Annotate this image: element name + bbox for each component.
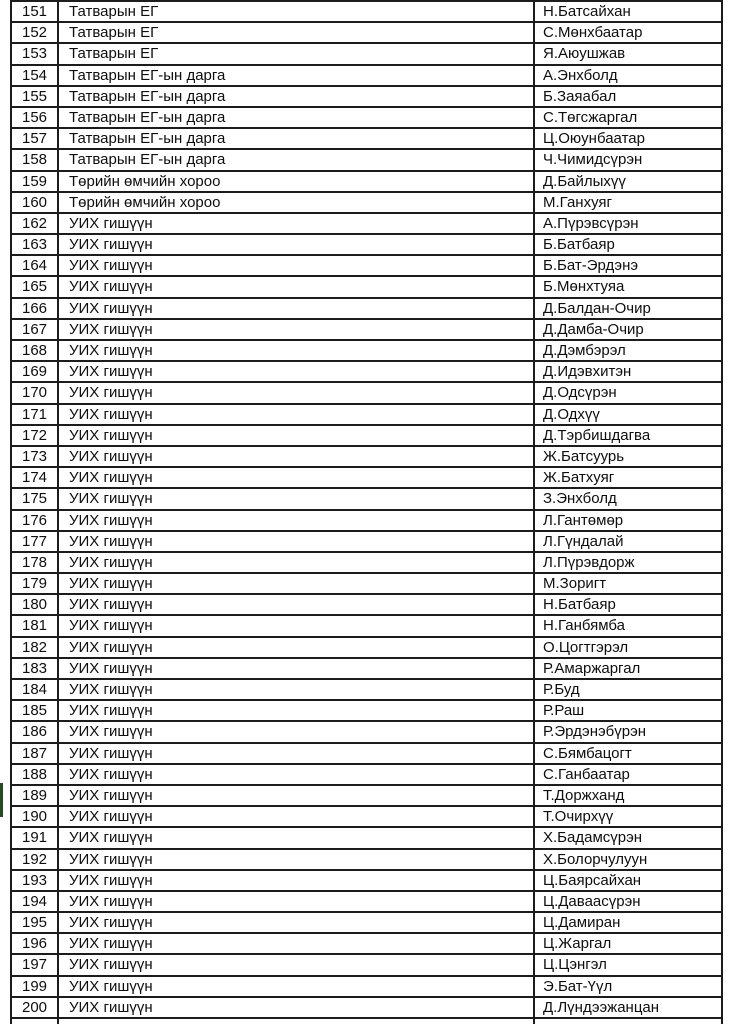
row-number: 194 <box>12 892 59 911</box>
row-number: 189 <box>12 786 59 805</box>
row-position: УИХ гишүүн <box>59 786 535 805</box>
row-name: Х.Бадамсүрэн <box>543 829 643 847</box>
row-name: З.Энхболд <box>543 490 617 508</box>
row-name: Н.Батбаяр <box>543 596 616 614</box>
row-number: 180 <box>12 595 59 614</box>
row-position: УИХ гишүүн <box>59 616 535 635</box>
row-name: Ч.Чимидсүрэн <box>543 151 643 169</box>
row-number: 187 <box>12 744 59 763</box>
row-name: Ц.Баярсайхан <box>543 871 642 889</box>
row-position: УИХ гишүүн <box>59 468 535 487</box>
row-position-cell <box>59 1019 535 1024</box>
row-position: УИХ гишүүн <box>59 447 535 466</box>
table-row <box>12 998 721 1019</box>
row-number: 166 <box>12 299 59 318</box>
row-name: Ц.Цэнгэл <box>543 956 607 974</box>
row-name-cell <box>535 1019 721 1024</box>
left-edge-marker <box>0 783 3 817</box>
row-position: УИХ гишүүн <box>59 807 535 826</box>
row-number: 181 <box>12 616 59 635</box>
row-number: 156 <box>12 108 59 127</box>
row-number: 151 <box>12 2 59 21</box>
row-name: Ц.Жаргал <box>543 935 612 953</box>
row-position: УИХ гишүүн <box>59 680 535 699</box>
row-name: Т.Доржханд <box>543 786 625 804</box>
table-row <box>12 553 721 574</box>
table-row <box>12 383 721 404</box>
row-name: Л.Пүрэвдорж <box>543 553 635 571</box>
row-name: Ц.Дамиран <box>543 914 621 932</box>
row-position: Татварын ЕГ <box>59 23 535 42</box>
table-row <box>12 23 721 44</box>
row-position: УИХ гишүүн <box>59 405 535 424</box>
row-number: 175 <box>12 489 59 508</box>
row-name: Н.Ганбямба <box>543 617 626 635</box>
row-number: 160 <box>12 193 59 212</box>
row-name: Р.Буд <box>543 681 580 698</box>
table-row <box>12 616 721 637</box>
table-row <box>12 786 721 807</box>
row-name: Б.Мөнхтуяа <box>543 278 625 296</box>
row-number: 179 <box>12 574 59 593</box>
row-name: А.Пүрэвсүрэн <box>543 214 639 232</box>
row-number: 200 <box>12 998 59 1017</box>
row-position: УИХ гишүүн <box>59 299 535 318</box>
row-number: 158 <box>12 150 59 169</box>
table-row-partial-bottom <box>12 1019 721 1024</box>
table-row <box>12 193 721 214</box>
row-number: 172 <box>12 426 59 445</box>
row-number: 171 <box>12 405 59 424</box>
row-name: С.Мөнхбаатар <box>543 24 643 42</box>
table-row <box>12 744 721 765</box>
row-number: 176 <box>12 511 59 530</box>
row-name: Р.Раш <box>543 702 585 720</box>
row-number: 183 <box>12 659 59 678</box>
row-number: 159 <box>12 172 59 191</box>
table-row <box>12 595 721 616</box>
table-row <box>12 299 721 320</box>
row-position: УИХ гишүүн <box>59 383 535 402</box>
table-row <box>12 574 721 595</box>
row-number: 199 <box>12 977 59 996</box>
row-name: М.Зоригт <box>543 575 607 593</box>
row-name: С.Бямбацогт <box>543 744 632 762</box>
table-row <box>12 659 721 680</box>
row-position: Татварын ЕГ-ын дарга <box>59 129 535 148</box>
row-position: Төрийн өмчийн хороо <box>59 172 535 191</box>
table-row <box>12 701 721 722</box>
row-number: 170 <box>12 383 59 402</box>
row-position: УИХ гишүүн <box>59 638 535 657</box>
table-row <box>12 532 721 553</box>
table-row <box>12 256 721 277</box>
row-position: Татварын ЕГ-ын дарга <box>59 108 535 127</box>
table-row <box>12 235 721 256</box>
table-row <box>12 66 721 87</box>
row-name: С.Төгсжаргал <box>543 108 638 126</box>
row-position: УИХ гишүүн <box>59 341 535 360</box>
row-name: Д.Одсүрэн <box>543 384 617 402</box>
row-position: УИХ гишүүн <box>59 214 535 233</box>
row-name: Л.Гүндалай <box>543 532 624 550</box>
row-position: УИХ гишүүн <box>59 532 535 551</box>
row-name: Б.Батбаяр <box>543 236 615 254</box>
row-name: Э.Бат-Үүл <box>543 977 613 995</box>
row-name: О.Цогтгэрэл <box>543 638 629 656</box>
row-position: УИХ гишүүн <box>59 553 535 572</box>
row-name: Р.Эрдэнэбүрэн <box>543 723 647 741</box>
row-position: УИХ гишүүн <box>59 701 535 720</box>
table-row <box>12 405 721 426</box>
table-row <box>12 362 721 383</box>
row-position: УИХ гишүүн <box>59 489 535 508</box>
row-name: Р.Амаржаргал <box>543 659 641 677</box>
table-row <box>12 277 721 298</box>
row-name: Д.Дэмбэрэл <box>543 342 626 359</box>
row-number: 184 <box>12 680 59 699</box>
table-row <box>12 108 721 129</box>
row-number: 164 <box>12 256 59 275</box>
staff-table-body <box>12 2 721 1019</box>
row-name: Л.Гантөмөр <box>543 511 624 529</box>
row-position: УИХ гишүүн <box>59 722 535 741</box>
table-row <box>12 2 721 23</box>
row-name: Д.Балдан-Очир <box>543 299 651 317</box>
row-position: УИХ гишүүн <box>59 934 535 953</box>
row-name: С.Ганбаатар <box>543 765 630 783</box>
table-row <box>12 765 721 786</box>
row-position: УИХ гишүүн <box>59 892 535 911</box>
row-number: 173 <box>12 447 59 466</box>
row-number: 163 <box>12 235 59 254</box>
row-number: 153 <box>12 44 59 63</box>
row-position: Татварын ЕГ <box>59 44 535 63</box>
row-position: УИХ гишүүн <box>59 574 535 593</box>
row-name: Д.Дамба-Очир <box>543 320 644 338</box>
row-position: УИХ гишүүн <box>59 362 535 381</box>
row-number: 157 <box>12 129 59 148</box>
table-row <box>12 129 721 150</box>
row-number: 167 <box>12 320 59 339</box>
row-position: УИХ гишүүн <box>59 595 535 614</box>
table-row <box>12 426 721 447</box>
table-row <box>12 955 721 976</box>
row-number: 155 <box>12 87 59 106</box>
row-name: Б.Заяабал <box>543 87 617 105</box>
table-row <box>12 172 721 193</box>
row-number: 154 <box>12 66 59 85</box>
row-name: Н.Батсайхан <box>543 3 631 20</box>
table-row <box>12 913 721 934</box>
row-number: 195 <box>12 913 59 932</box>
row-position: УИХ гишүүн <box>59 256 535 275</box>
table-row <box>12 638 721 659</box>
row-position: Татварын ЕГ-ын дарга <box>59 150 535 169</box>
row-position: УИХ гишүүн <box>59 977 535 996</box>
table-row <box>12 468 721 489</box>
row-name: Т.Очирхүү <box>543 808 614 826</box>
row-name: Ж.Батхуяг <box>543 469 615 487</box>
row-number: 190 <box>12 807 59 826</box>
row-position: УИХ гишүүн <box>59 511 535 530</box>
row-position: УИХ гишүүн <box>59 871 535 890</box>
row-number: 174 <box>12 468 59 487</box>
row-number: 188 <box>12 765 59 784</box>
table-row <box>12 150 721 171</box>
row-name: Я.Аюушжав <box>543 45 626 63</box>
row-number: 186 <box>12 722 59 741</box>
row-name: Д.Лүндээжанцан <box>543 998 660 1016</box>
row-name: Д.Одхүү <box>543 405 600 423</box>
table-row <box>12 850 721 871</box>
row-position: УИХ гишүүн <box>59 426 535 445</box>
row-position: УИХ гишүүн <box>59 828 535 847</box>
row-number: 178 <box>12 553 59 572</box>
table-row <box>12 44 721 65</box>
row-position: УИХ гишүүн <box>59 913 535 932</box>
table-row <box>12 807 721 828</box>
row-number: 185 <box>12 701 59 720</box>
row-position: УИХ гишүүн <box>59 235 535 254</box>
row-number: 152 <box>12 23 59 42</box>
row-name: Д.Идэвхитэн <box>543 363 632 381</box>
row-number: 168 <box>12 341 59 360</box>
row-position: УИХ гишүүн <box>59 955 535 974</box>
row-position: Төрийн өмчийн хороо <box>59 193 535 212</box>
table-row <box>12 934 721 955</box>
row-position: УИХ гишүүн <box>59 659 535 678</box>
row-name: Х.Болорчулуун <box>543 850 648 868</box>
row-name: А.Энхболд <box>543 66 618 84</box>
table-row <box>12 447 721 468</box>
row-name: Д.Байлыхүү <box>543 172 626 190</box>
table-row <box>12 977 721 998</box>
row-number: 182 <box>12 638 59 657</box>
row-number: 162 <box>12 214 59 233</box>
row-number: 177 <box>12 532 59 551</box>
row-name: Ж.Батсуурь <box>543 447 625 465</box>
table-row <box>12 489 721 510</box>
table-row <box>12 320 721 341</box>
table-row <box>12 680 721 701</box>
row-number: 191 <box>12 828 59 847</box>
table-row <box>12 341 721 362</box>
row-position: Татварын ЕГ-ын дарга <box>59 87 535 106</box>
row-number-cell <box>12 1019 59 1024</box>
row-position: УИХ гишүүн <box>59 277 535 296</box>
table-row <box>12 214 721 235</box>
row-position: УИХ гишүүн <box>59 320 535 339</box>
row-position: УИХ гишүүн <box>59 744 535 763</box>
row-name: Д.Тэрбишдагва <box>543 426 651 444</box>
row-position: УИХ гишүүн <box>59 998 535 1017</box>
table-row <box>12 511 721 532</box>
row-name: Б.Бат-Эрдэнэ <box>543 257 639 275</box>
row-number: 193 <box>12 871 59 890</box>
table-row <box>12 722 721 743</box>
table-row <box>12 87 721 108</box>
row-position: Татварын ЕГ-ын дарга <box>59 66 535 85</box>
table-row <box>12 871 721 892</box>
table-row <box>12 892 721 913</box>
row-number: 165 <box>12 277 59 296</box>
staff-table <box>10 0 723 1024</box>
row-number: 196 <box>12 934 59 953</box>
row-name: Ц.Даваасүрэн <box>543 892 641 910</box>
row-position: УИХ гишүүн <box>59 765 535 784</box>
row-name: Ц.Оюунбаатар <box>543 130 645 148</box>
row-number: 169 <box>12 362 59 381</box>
table-row <box>12 828 721 849</box>
row-position: Татварын ЕГ <box>59 2 535 21</box>
row-name: М.Ганхуяг <box>543 193 612 211</box>
row-number: 197 <box>12 955 59 974</box>
row-position: УИХ гишүүн <box>59 850 535 869</box>
row-number: 192 <box>12 850 59 869</box>
